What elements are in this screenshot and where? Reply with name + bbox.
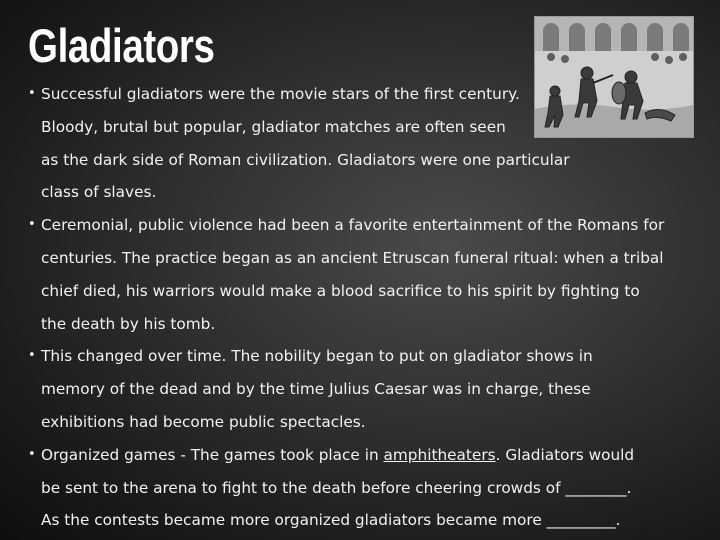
bullet-text: Organized games - The games took place in bbox=[41, 445, 384, 464]
bullet-line: be sent to the arena to fight to the death before cheering crowds of ________. bbox=[41, 478, 632, 497]
bullet-item bbox=[28, 439, 696, 537]
bullet-list bbox=[28, 78, 696, 537]
bullet-line: As the contests became more organized gladiators became more _________. bbox=[41, 511, 621, 530]
bullet-item bbox=[28, 340, 696, 438]
bullet-line: Bloody, brutal but popular, gladiator matches are often seen bbox=[41, 117, 506, 136]
bullet-line: the death by his tomb. bbox=[41, 314, 216, 333]
bullet-line: centuries. The practice began as an ancient Etruscan funeral ritual: when a tribal bbox=[41, 248, 664, 267]
bullet-text: . Gladiators would bbox=[495, 445, 635, 464]
bullet-line: • This changed over time. The nobility began to put on gladiator shows in bbox=[41, 347, 593, 366]
bullet-line: chief died, his warriors would make a blood sacrifice to his spirit by fighting to bbox=[41, 281, 640, 300]
bullet-line: • Successful gladiators were the movie stars of the first century. bbox=[41, 85, 520, 103]
slide-title: Gladiators bbox=[28, 19, 215, 72]
amphitheaters-link[interactable]: amphitheaters bbox=[383, 445, 496, 464]
bullet-line: as the dark side of Roman civilization. Gladiators were one particular bbox=[41, 150, 570, 169]
bullet-line: • Ceremonial, public violence had been a favorite entertainment of the Romans for bbox=[41, 216, 665, 235]
bullet-line bbox=[41, 439, 696, 472]
bullet-item bbox=[28, 209, 696, 340]
bullet-line: class of slaves. bbox=[41, 183, 157, 202]
bullet-item bbox=[28, 78, 696, 209]
bullet-line: exhibitions had become public spectacles. bbox=[41, 412, 366, 431]
bullet-line: memory of the dead and by the time Julius Caesar was in charge, these bbox=[41, 380, 591, 399]
